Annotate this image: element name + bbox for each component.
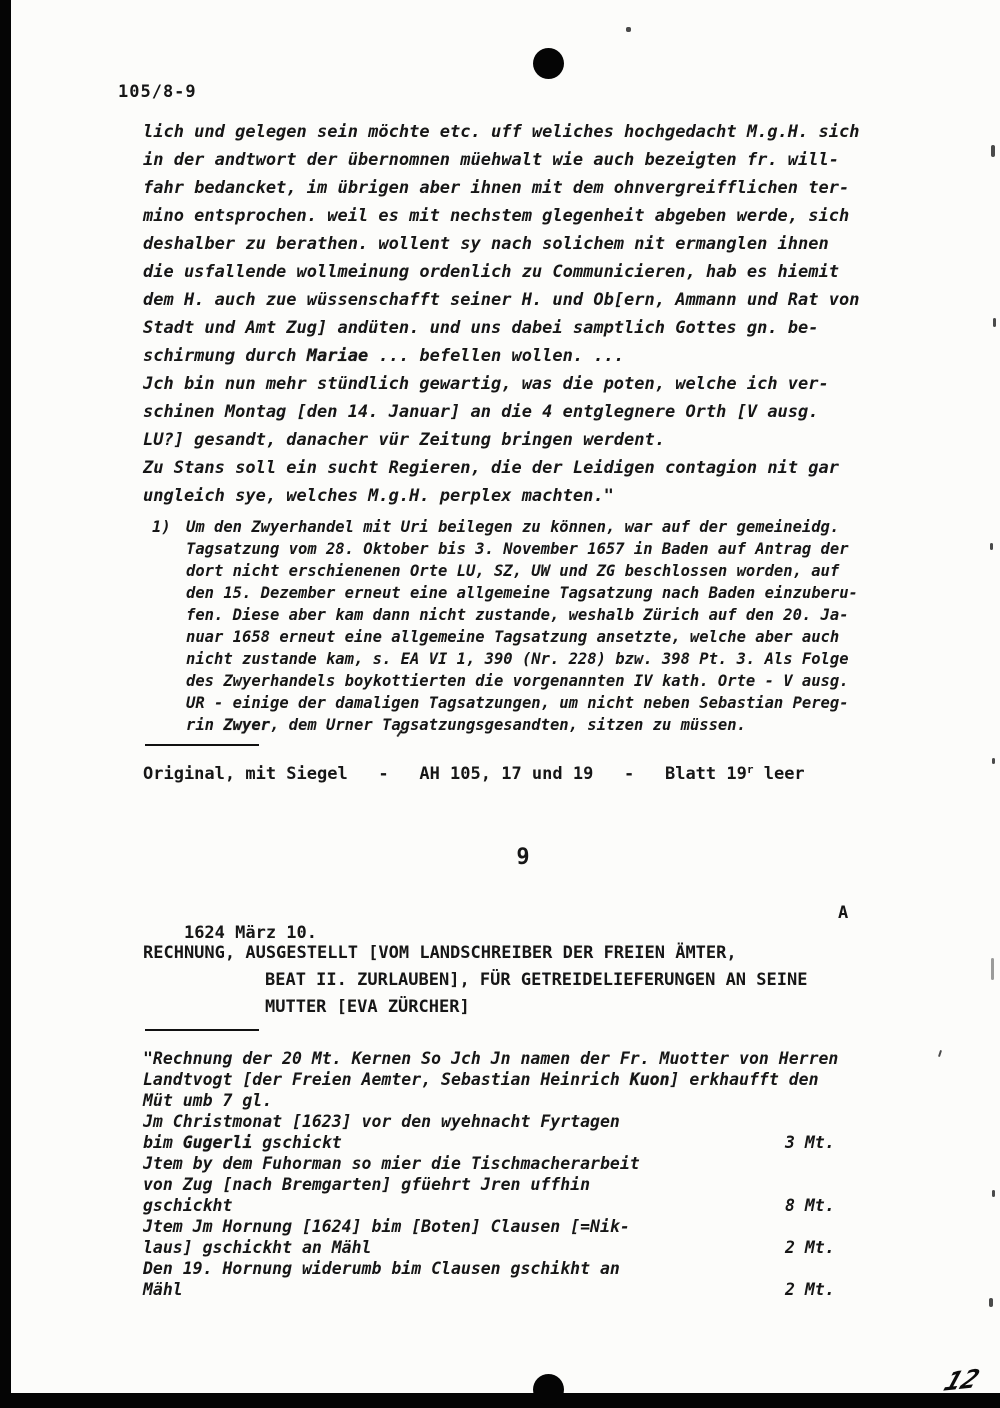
text-line: nicht zustande kam, s. EA VI 1, 390 (Nr. 228) bzw. 398 Pt. 3. Als Folge <box>186 650 849 668</box>
text-line: schirmung durch Mariae ... befellen wollen. ... <box>143 346 625 366</box>
account-line <box>143 1111 943 1132</box>
punch-hole-bottom <box>533 1374 564 1405</box>
text-line: BEAT II. ZURLAUBEN], FÜR GETREIDELIEFERUNGEN AN SEINE <box>265 970 808 990</box>
account-line <box>143 1195 943 1216</box>
account-line-text: Landtvogt [der Freien Aemter, Sebastian Heinrich Kuon] erkhaufft den <box>143 1070 819 1089</box>
scan-speck <box>989 1298 993 1307</box>
text-line: LU?] gesandt, danacher vür Zeitung bringen werdent. <box>143 430 665 450</box>
account-line-text: Den 19. Hornung widerumb bim Clausen gschikht an <box>143 1259 620 1278</box>
footnote-lines <box>186 516 952 736</box>
account-block <box>143 1048 943 1300</box>
text-line: dem H. auch zue wüssenschafft seiner H. und Ob[ern, Ammann und Rat von <box>143 290 860 310</box>
amount-value: 2 Mt. <box>785 1280 835 1299</box>
separator-rule-title <box>145 1029 259 1031</box>
entry-letter: A <box>838 903 849 923</box>
text-line: des Zwyerhandels boykottierten die vorgenannten IV kath. Orte - V ausg. <box>186 672 849 690</box>
entry-date: 1624 März 10. <box>183 923 318 943</box>
scan-edge-bottom <box>0 1393 1000 1408</box>
folio-superscript: r <box>746 763 754 776</box>
text-line: den 15. Dezember erneut eine allgemeine Tagsatzung nach Baden einzuberu- <box>186 584 858 602</box>
text-line: RECHNUNG, AUSGESTELLT [VOM LANDSCHREIBER DER FREIEN ÄMTER, <box>143 943 737 963</box>
text-line: Zu Stans soll ein sucht Regieren, die der Leidigen contagion nit gar <box>143 458 839 478</box>
text-line: fen. Diese aber kam dann nicht zustande, weshalb Zürich auf den 20. Ja- <box>186 606 849 624</box>
account-line-text: bim Gugerli gschickt <box>143 1133 342 1152</box>
provenance-suffix: leer <box>753 764 805 784</box>
text-line: Jch bin nun mehr stündlich gewartig, was die poten, welche ich ver- <box>143 374 829 394</box>
account-line-text: gschickht <box>143 1196 233 1215</box>
account-line-text: von Zug [nach Bremgarten] gfüehrt Jren uffhin <box>143 1175 591 1194</box>
text-line: dort nicht erschienenen Orte LU, SZ, UW und ZG beschlossen worden, auf <box>186 562 840 580</box>
text-line: fahr bedancket, im übrigen aber ihnen mit dem ohnvergreifflichen ter- <box>143 178 850 198</box>
entry-title-block <box>143 940 943 1021</box>
scan-speck <box>626 27 631 32</box>
scan-edge-left <box>0 0 11 1408</box>
text-line: schinen Montag [den 14. Januar] an die 4 entglegnere Orth [V ausg. <box>143 402 819 422</box>
main-text-block <box>143 118 933 510</box>
text-line: Tagsatzung vom 28. Oktober bis 3. November 1657 in Baden auf Antrag der <box>186 540 849 558</box>
text-line: die usfallende wollmeinung ordenlich zu Communicieren, hab es hiemit <box>143 262 839 282</box>
text-line: lich und gelegen sein möchte etc. uff weliches hochgedacht M.g.H. sich <box>143 122 860 142</box>
provenance-text: Original, mit Siegel - AH 105, 17 und 19 - Blatt 19 <box>143 764 747 784</box>
scan-speck <box>991 958 994 980</box>
page-reference: 105/8-9 <box>118 82 197 102</box>
account-line-text: Jtem Jm Hornung [1624] bim [Boten] Clausen [=Nik- <box>143 1217 630 1236</box>
account-line-text: Jm Christmonat [1623] vor den wyehnacht Fyrtagen <box>143 1112 620 1131</box>
account-line <box>143 1048 943 1069</box>
account-line-text: Müt umb 7 gl. <box>143 1091 273 1110</box>
text-line: MUTTER [EVA ZÜRCHER] <box>265 997 470 1017</box>
account-line-text: "Rechnung der 20 Mt. Kernen So Jch Jn namen der Fr. Muotter von Herren <box>143 1049 839 1068</box>
account-line <box>143 1090 943 1111</box>
account-line-text: Mähl <box>143 1280 183 1299</box>
account-line <box>143 1258 943 1279</box>
scan-speck <box>991 145 995 157</box>
separator-rule-footnote <box>145 744 259 746</box>
text-line: Stadt und Amt Zug] andüten. und uns dabei samptlich Gottes gn. be- <box>143 318 819 338</box>
text-line: deshalber zu berathen. wollent sy nach solichem nit ermanglen ihnen <box>143 234 829 254</box>
text-line: mino entsprochen. weil es mit nechstem glegenheit abgeben werde, sich <box>143 206 850 226</box>
amount-value: 3 Mt. <box>785 1133 835 1152</box>
punch-hole-top <box>533 48 564 79</box>
scan-speck <box>990 543 993 550</box>
text-line: in der andtwort der übernomnen müehwalt wie auch bezeigten fr. will- <box>143 150 839 170</box>
text-line: Um den Zwyerhandel mit Uri beilegen zu können, war auf der gemeineidg. <box>186 518 840 536</box>
account-line <box>143 1132 943 1153</box>
amount-value: 2 Mt. <box>785 1238 835 1257</box>
text-line: UR - einige der damaligen Tagsatzungen, um nicht neben Sebastian Pereg- <box>186 694 849 712</box>
amount-value: 8 Mt. <box>785 1196 835 1215</box>
provenance-line <box>143 763 805 784</box>
account-line <box>143 1153 943 1174</box>
text-line: nuar 1658 erneut eine allgemeine Tagsatzung ansetzte, welche aber auch <box>186 628 840 646</box>
footnote-block <box>152 516 952 736</box>
text-line: ungleich sye, welches M.g.H. perplex machten." <box>143 486 614 506</box>
footnote-marker: 1) <box>152 518 171 536</box>
account-line <box>143 1237 943 1258</box>
text-line: rin Zwyer, dem Urner Tagsatzungsgesandten, sitzen zu müssen. <box>186 716 746 734</box>
scan-speck <box>992 758 995 764</box>
account-line <box>143 1279 943 1300</box>
account-line <box>143 1216 943 1237</box>
account-line <box>143 1174 943 1195</box>
account-line <box>143 1069 943 1090</box>
handwritten-folio-number: 12 <box>940 1364 984 1398</box>
account-line-text: Jtem by dem Fuhorman so mier die Tischmacherarbeit <box>143 1154 640 1173</box>
account-line-text: laus] gschickht an Mähl <box>143 1238 372 1257</box>
scan-speck <box>992 1190 995 1197</box>
entry-number: 9 <box>516 845 530 870</box>
scan-speck <box>993 318 996 327</box>
